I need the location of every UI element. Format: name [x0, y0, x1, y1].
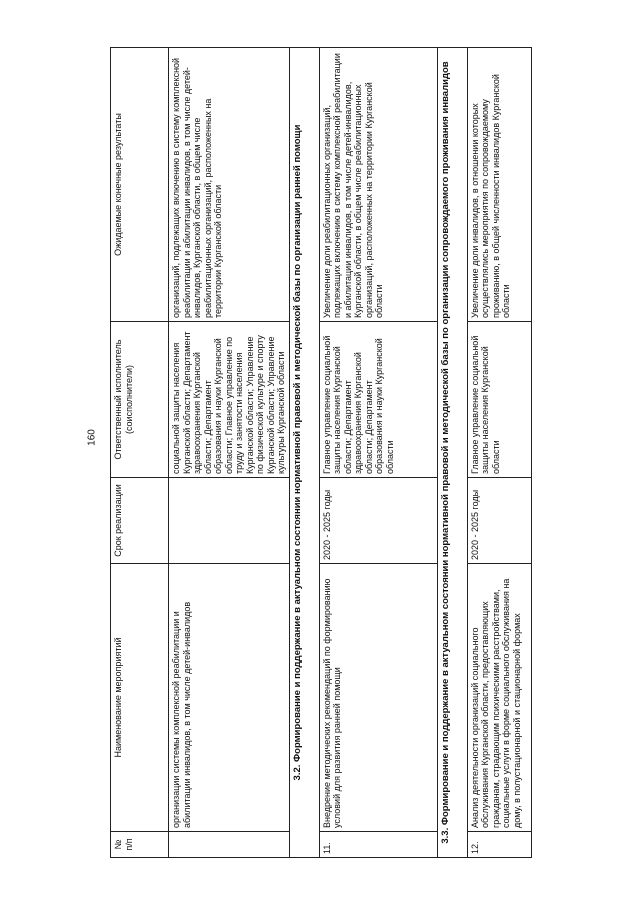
header-term: Срок реализации: [111, 478, 169, 564]
row-name: Внедрение методических рекомендаций по формированию условий для развития ранней помощи: [319, 564, 437, 832]
section-title-3-3: 3.3. Формирование и поддержание в актуальном состоянии нормативной правовой и методической базы по организации сопровождаемого проживания инвалидов: [437, 48, 467, 858]
row-executor: социальной защиты населения Курганской области; Департамент здравоохранения Курганской области; Департамент образования и науки Курганской области; Главное управление по труду и занятости населения Курганской области; Управление по физической культуре и спорту Курганской области; Управление культуры Курганской области: [169, 322, 290, 478]
row-result: Увеличение доли реабилитационных организаций, подлежащих включению в систему комплексной реабилитации и абилитации инвалидов, в том числе детей-инвалидов, Курганской области, в общем числе реабилитационных организаций, расположенных на территории Курганской области: [319, 48, 437, 322]
header-executor: Ответственный исполнитель (соисполнители): [111, 322, 169, 478]
table-row: [319, 48, 437, 858]
row-name: организации системы комплексной реабилитации и абилитации инвалидов, в том числе детей-инвалидов: [169, 564, 290, 832]
row-num: 11.: [319, 832, 437, 858]
rotated-content: [110, 48, 530, 858]
page-number: 160: [86, 429, 98, 446]
table-row: [467, 48, 531, 858]
row-num: [169, 832, 290, 858]
measures-table: [110, 47, 532, 858]
row-executor: Главное управление социальной защиты населения Курганской области; Департамент здравоохранения Курганской области; Департамент образования и науки Курганской области: [319, 322, 437, 478]
row-name: Анализ деятельности организаций социального обслуживания Курганской области, предоставляющих гражданам, страдающим психическими расстройствами, социальные услуги в форме социального обслуживания на дому, в полустационарной и стационарной формах: [467, 564, 531, 832]
row-term: [169, 478, 290, 564]
row-executor: Главное управление социальной защиты населения Курганской области: [467, 322, 531, 478]
header-result: Ожидаемые конечные результаты: [111, 48, 169, 322]
row-term: 2020 - 2025 годы: [467, 478, 531, 564]
header-name: Наименование мероприятий: [111, 564, 169, 832]
section-title-3-2: 3.2. Формирование и поддержание в актуальном состоянии нормативной правовой и методической базы по организации ранней помощи: [289, 48, 319, 858]
row-term: 2020 - 2025 годы: [319, 478, 437, 564]
row-num: 12.: [467, 832, 531, 858]
header-num: № п/п: [111, 832, 169, 858]
section-row: [437, 48, 467, 858]
row-result: Увеличение доли инвалидов, в отношении которых осуществлялись мероприятия по сопровождаемому проживанию, в общей численности инвалидов Курганской области: [467, 48, 531, 322]
table-row: [169, 48, 290, 858]
row-result: организаций, подлежащих включению в систему комплексной реабилитации и абилитации инвалидов, в том числе детей-инвалидов, Курганской области, в общем числе реабилитационных организаций, расположенных на территории Курганской области: [169, 48, 290, 322]
table-header-row: [111, 48, 169, 858]
section-row: [289, 48, 319, 858]
